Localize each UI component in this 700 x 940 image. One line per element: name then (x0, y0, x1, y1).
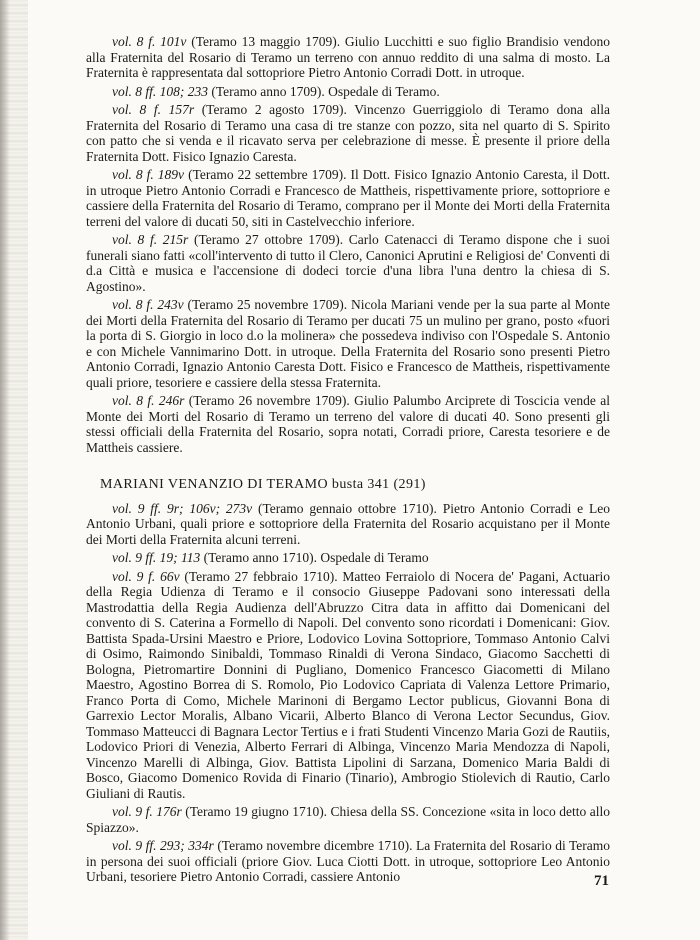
entry: vol. 8 f. 157r (Teramo 2 agosto 1709). Vincenzo Guerriggiolo di Teramo dona alla Fraternita del Rosario di Teramo una casa di tre stanze con pozzo, sita nel quarto di S. Spirito con patto che si venda e il ricavato serva per celebrazione di messe. È presente il priore della Fraternita Dott. Fisico Ignazio Caresta. (86, 102, 610, 164)
entry: vol. 8 f. 246r (Teramo 26 novembre 1709). Giulio Palumbo Arciprete di Toscicia vende al Monte dei Morti del Rosario di Teramo un terreno del valore di ducati 40. Sono presenti gli stessi officiali della Fraternita del Rosario, sopra notati, Corradi priore, Caresta tesoriere e de Mattheis cassiere. (86, 393, 611, 455)
entry: vol. 8 f. 189v (Teramo 22 settembre 1709). Il Dott. Fisico Ignazio Antonio Caresta, il Dott. in utroque Pietro Antonio Corradi e Francesco de Mattheis, rispettivamente priore, sottopriore e cassiere della Fraternita del Rosario di Teramo, comprano per il Monte dei Morti della Fraternita terreni del valore di ducati 50, siti in Castelvecchio inferiore. (86, 167, 610, 229)
entry: vol. 8 f. 101v (Teramo 13 maggio 1709). Giulio Lucchitti e suo figlio Brandisio vendono alla Fraternita del Rosario di Teramo un terreno con annuo reddito di una salma di mosto. La Fraternita è rappresentata dal sottopriore Pietro Antonio Corradi Dott. in utroque. (86, 34, 610, 80)
page-number: 71 (594, 873, 609, 889)
entry: vol. 8 f. 215r (Teramo 27 ottobre 1709). Carlo Catenacci di Teramo dispone che i suoi funerali siano fatti «coll'intervento di tutto il Clero, Canonici Aprutini e Religiosi de' Conventi di d.a Città e musica e l'accensione di dodeci torcie d'una libra l'una dentro la chiesa di S. Agostino». (86, 232, 611, 294)
entry: vol. 9 ff. 293; 334r (Teramo novembre dicembre 1710). La Fraternita del Rosario di Teramo in persona dei suoi officiali (priore Giov. Luca Ciotti Dott. in utroque, sottopriore Leo Antonio Urbani, tesoriere Pietro Antonio Corradi, cassiere Antonio (86, 838, 611, 884)
entry: vol. 9 f. 176r (Teramo 19 giugno 1710). Chiesa della SS. Concezione «sita in loco detto allo Spiazzo». (86, 804, 610, 835)
section-heading: MARIANI VENANZIO DI TERAMO busta 341 (291) (100, 477, 426, 492)
document-page (86, 34, 610, 888)
entry: vol. 9 f. 66v (Teramo 27 febbraio 1710). Matteo Ferraiolo di Nocera de' Pagani, Actuario della Regia Udienza di Teramo e il consocio Giuseppe Padovani sono interessati della Mastrodattia della Regia Audienza dell'Abruzzo Citra data in affitto dai Domenicani del convento di S. Caterina a Formello di Napoli. Del convento sono ricordati i Domenicani: Giov. Battista Spada-Ursini Maestro e Priore, Lodovico Lovina Sottopriore, Tommaso Antonio Calvi di Osimo, Raimondo Sinibaldi, Tommaso Rinaldi di Verona Sindaco, Giacomo Sacchetti di Bologna, Pietromartire Donnini di Pugliano, Domenico Francesco Giacometti di Milano Maestro, Agostino Borrea di S. Romolo, Pio Lodovico Capriata di Valenza Lettore Primario, Franco Porta di Como, Michele Marinoni di Bergamo Lector publicus, Giovanni Bona di Garrexio Lector Moralis, Albano Vicarii, Alberto Blanco di Verona Lector Secundus, Giov. Tommaso Matteucci di Bagnara Lector Tertius e i frati Studenti Vincenzo Maria Gozi de Rautiis, Lodovico Priori di Venezia, Alberto Ferrari di Albinga, Vincenzo Maria Mendozza di Napoli, Vincenzo Marelli di Albinga, Giov. Battista Lipolini di Sarzana, Domenico Maria Baldi di Bosco, Giacomo Domenico Rovida di Finario (Tinario), Ambrogio Stiolevich di Rautio, Carlo Giuliani di Rautis. (86, 568, 610, 801)
entry: vol. 9 ff. 19; 113 (Teramo anno 1710). Ospedale di Teramo (112, 550, 429, 565)
binding-edge (0, 0, 10, 940)
entry: vol. 8 f. 243v (Teramo 25 novembre 1709). Nicola Mariani vende per la sua parte al Monte dei Morti della Fraternita del Rosario di Teramo per ducati 75 un mulino per grano, posto «fuori la porta di S. Giorgio in loco d.o la molinera» che possedeva indiviso con l'Ospedale S. Antonio e con Michele Vannimarino Dott. in utroque. Della Fraternita del Rosario sono presenti Pietro Antonio Corradi, Ignazio Antonio Caresta Dott. Fisico e Francesco de Mattheis, rispettivamente quali priore, tesoriere e cassiere della stessa Fraternita. (86, 297, 610, 390)
entries-1709 (86, 34, 610, 455)
entry: vol. 9 ff. 9r; 106v; 273v (Teramo gennaio ottobre 1710). Pietro Antonio Corradi e Leo Antonio Urbani, quali priore e sottopriore della Fraternita del Rosario acquistano per il Monte dei Morti della Fraternita alcuni terreni. (86, 500, 610, 547)
entries-1710 (86, 501, 610, 885)
entry: vol. 8 ff. 108; 233 (Teramo anno 1709). Ospedale di Teramo. (112, 83, 440, 99)
